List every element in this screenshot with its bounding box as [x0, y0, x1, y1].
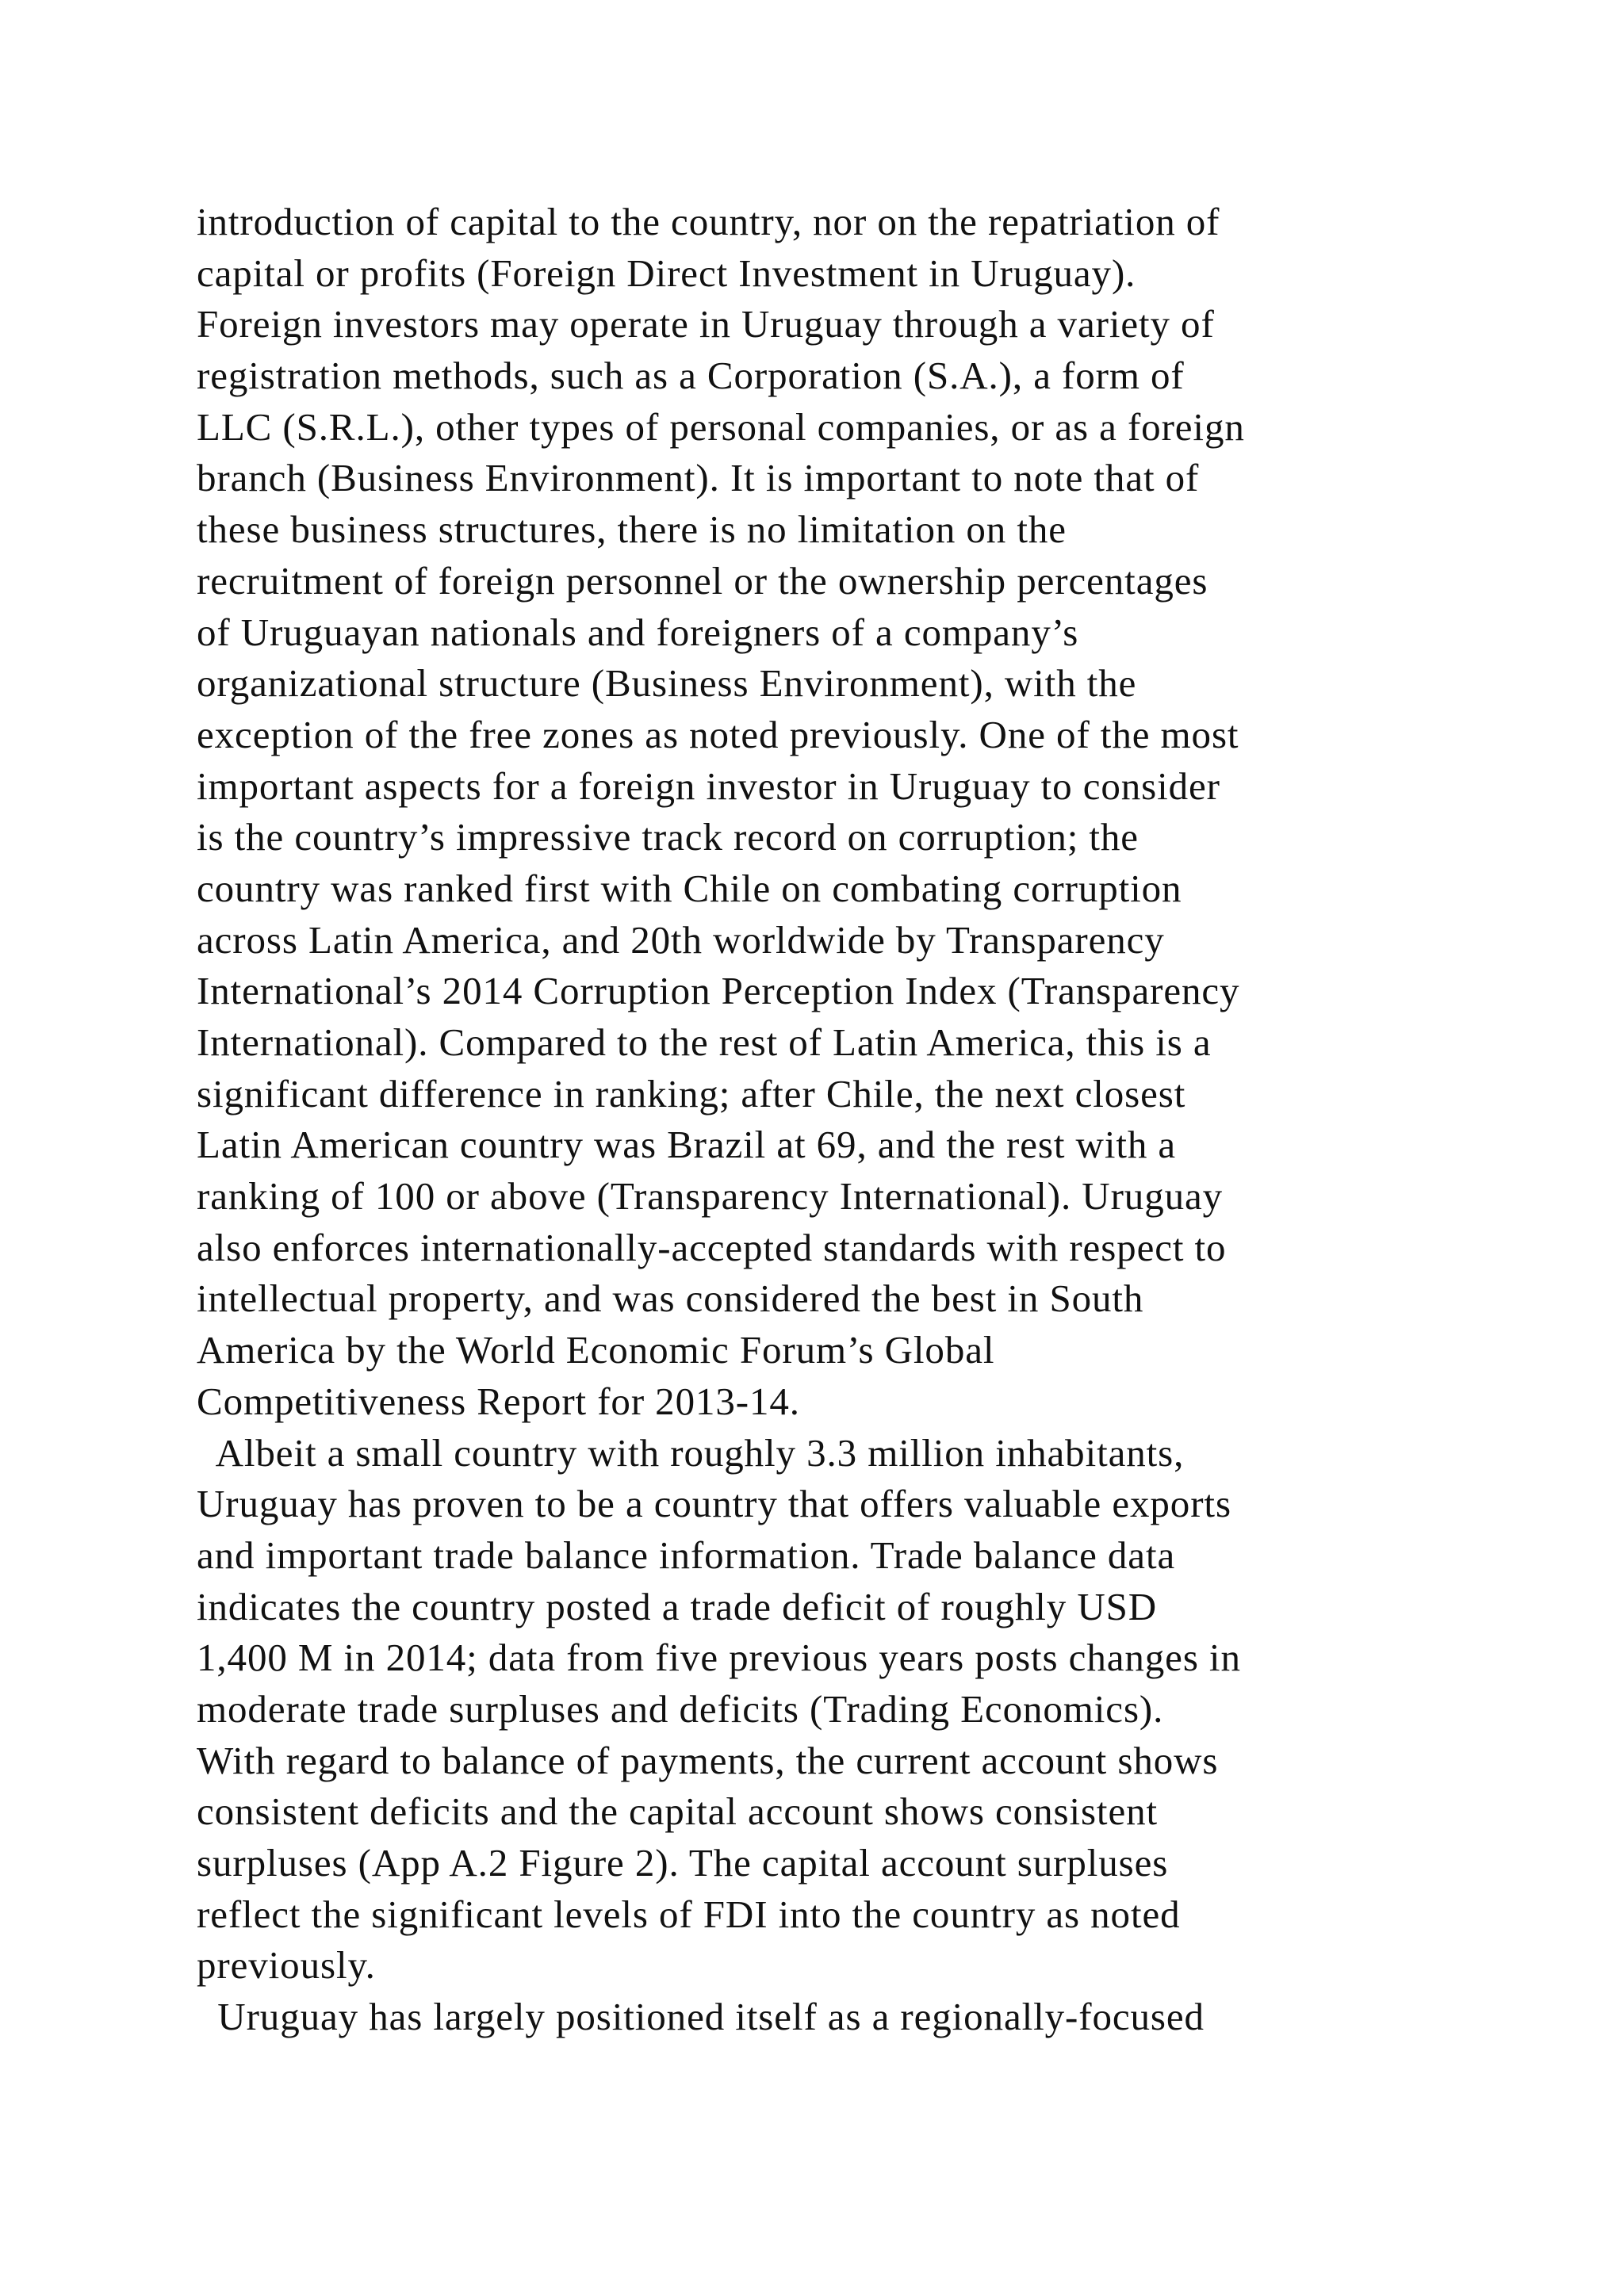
text-line: significant difference in ranking; after Chile, the next closest: [197, 1071, 1186, 1115]
text-line: International’s 2014 Corruption Perception Index (Transparency: [197, 969, 1240, 1013]
text-line: intellectual property, and was considered the best in South: [197, 1276, 1144, 1321]
text-line: across Latin America, and 20th worldwide by Transparency: [197, 917, 1165, 962]
text-line: Uruguay has proven to be a country that offers valuable exports: [197, 1482, 1231, 1526]
text-line: International). Compared to the rest of Latin America, this is a: [197, 1020, 1212, 1064]
text-line: exception of the free zones as noted previously. One of the most: [197, 712, 1239, 756]
text-line: recruitment of foreign personnel or the ownership percentages: [197, 558, 1208, 603]
text-line: country was ranked first with Chile on combating corruption: [197, 866, 1182, 910]
text-line: With regard to balance of payments, the current account shows: [197, 1738, 1219, 1782]
text-line: branch (Business Environment). It is important to note that of: [197, 456, 1200, 500]
text-line: Uruguay has largely positioned itself as a regionally-focused: [197, 1995, 1205, 2039]
text-line: reflect the significant levels of FDI into the country as noted: [197, 1892, 1181, 1936]
text-line: consistent deficits and the capital account shows consistent: [197, 1789, 1159, 1834]
text-line: LLC (S.R.L.), other types of personal companies, or as a foreign: [197, 404, 1245, 449]
text-line: is the country’s impressive track record on corruption; the: [197, 815, 1139, 859]
text-line: important aspects for a foreign investor in Uruguay to consider: [197, 763, 1220, 808]
text-line: 1,400 M in 2014; data from five previous years posts changes in: [197, 1636, 1241, 1680]
text-line: Albeit a small country with roughly 3.3 million inhabitants,: [197, 1430, 1185, 1475]
text-line: indicates the country posted a trade deficit of roughly USD: [197, 1584, 1158, 1628]
text-line: of Uruguayan nationals and foreigners of a company’s: [197, 610, 1079, 654]
text-line: capital or profits (Foreign Direct Investment in Uruguay).: [197, 251, 1136, 295]
text-line: surpluses (App A.2 Figure 2). The capital account surpluses: [197, 1841, 1169, 1885]
body-text: [197, 197, 1513, 2043]
text-line: Foreign investors may operate in Uruguay through a variety of: [197, 302, 1215, 346]
text-line: introduction of capital to the country, nor on the repatriation of: [197, 200, 1220, 243]
text-line: previously.: [197, 1943, 376, 1988]
text-line: Latin American country was Brazil at 69, and the rest with a: [197, 1123, 1177, 1167]
text-line: registration methods, such as a Corporation (S.A.), a form of: [197, 354, 1185, 398]
text-line: organizational structure (Business Environment), with the: [197, 661, 1137, 706]
text-line: moderate trade surpluses and deficits (Trading Economics).: [197, 1686, 1164, 1731]
text-line: ranking of 100 or above (Transparency International). Uruguay: [197, 1174, 1224, 1219]
text-line: America by the World Economic Forum’s Global: [197, 1328, 995, 1372]
text-line: Competitiveness Report for 2013-14.: [197, 1379, 800, 1423]
text-line: and important trade balance information. Trade balance data: [197, 1533, 1176, 1577]
text-line: these business structures, there is no limitation on the: [197, 507, 1067, 552]
text-line: also enforces internationally-accepted standards with respect to: [197, 1225, 1227, 1269]
